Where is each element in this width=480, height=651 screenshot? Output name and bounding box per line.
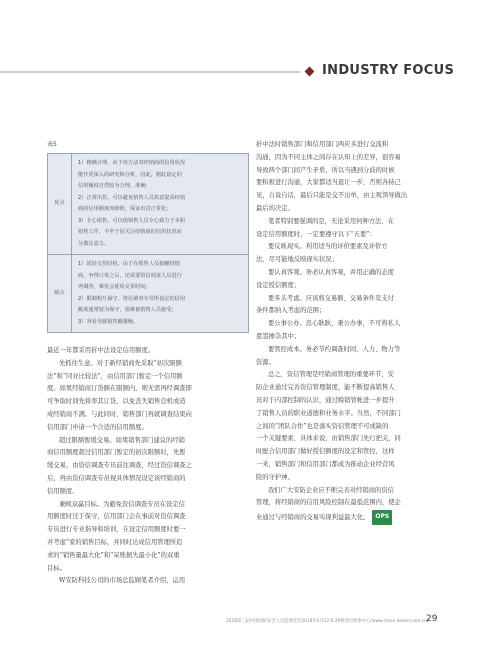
text-line: 用额度时过于保守，信用部门会在事前对资信调查 <box>47 513 186 521</box>
table-cell-line: 商、争得订单之后，还需要资信调查人员进行 <box>78 272 182 279</box>
text-line: 险的守护神。 <box>256 473 294 481</box>
right-column <box>256 139 434 525</box>
paragraph <box>256 241 434 267</box>
table-cell-line: 1）延误交货时机。由于在销售人员接触经销 <box>78 261 180 267</box>
pros-cons-table <box>47 153 249 333</box>
text-line: 兼顾双赢目标。为避免资信调查专员在设定信 <box>59 500 185 508</box>
table-cell-line: 分散注意力。 <box>78 240 110 247</box>
paragraph <box>47 345 249 358</box>
text-line: 要管控成本。务必节约调查时间、人力、物力等 <box>268 345 401 353</box>
text-line: 设定授信额度； <box>256 281 301 289</box>
text-line: 之间的“团队合作”也是落实资信管理不可或缺的 <box>256 422 389 430</box>
table-cell-line: 能作更深入的研究和分析，因此，据此设定的 <box>78 171 182 178</box>
text-line: 后，再由资信调查专员视具体情况设定该经销商的 <box>47 474 186 482</box>
table-cell-line: 再调查，难免会延误交货时间； <box>78 284 151 290</box>
table-cell-line: 商的信用额度而赊销，保证出货正常化； <box>78 206 172 212</box>
text-line: 资源。 <box>256 358 275 366</box>
table-cell-line: 2）限制相互保守。资信调查专员所设定的信用 <box>78 295 186 302</box>
text-line: 折中法时销售部门和信用部门两应多进行交流和 <box>256 141 389 148</box>
text-line: 设定信用额度时，一定要遵守以下“五要”： <box>256 230 376 238</box>
text-line: 导致两个部门间产生矛盾，所以当遇到分歧的时候 <box>256 166 395 174</box>
paragraph <box>256 293 434 319</box>
text-line: 沟通，因为不同主体之间存在认知上的差异，很容易 <box>256 153 401 161</box>
ops-logo-icon: OPS <box>372 514 392 521</box>
text-line: 商信用额度超过信用部门暂定的初次限额时，先暂 <box>47 449 186 457</box>
text-line: 法，尽可能地反映现实状况； <box>256 256 338 264</box>
text-line: 信用额度。 <box>47 487 79 495</box>
text-line: 法”和“同业比较法”，由信用部门暂定一个信用额 <box>47 372 183 380</box>
text-line: 专员进行专业指导和培训，在设定信用额度时要一 <box>47 526 186 534</box>
table-cell-line: 1）精确合理。由于该方法对经销商的信用状况 <box>78 160 186 166</box>
text-line: 条件都纳入考虑的范围； <box>256 307 326 315</box>
page-number: 29 <box>426 614 438 624</box>
paragraph <box>47 358 249 435</box>
text-line: 缓交易，由资信调查专员前往调查，经过资信调查之 <box>47 462 192 470</box>
paragraph <box>256 485 434 525</box>
table-row-head: 优点 <box>48 154 72 255</box>
text-line: 员对于内部控制的认识，通过赊销管帐进一步提升 <box>256 396 395 404</box>
table-row-head: 缺点 <box>48 255 72 333</box>
paragraph <box>256 216 434 242</box>
text-line: 并考虑“家的销售目标，并同时达成信用管理所追 <box>47 538 183 546</box>
text-line: 最近一年都采用折中法设定信用额度。 <box>47 347 155 354</box>
paragraph <box>47 435 249 499</box>
text-line: 业通过与经销商的交易实现利益最大化。 OPS <box>256 514 392 521</box>
text-line: 求的“销售量最大化”和“呆账损失最小化”的双重 <box>47 551 180 559</box>
table-cell-line: 额度通常较为保守，很难被销售人员接受； <box>78 307 177 313</box>
right-text <box>256 139 434 525</box>
paragraph <box>256 369 434 484</box>
text-line: 超过限额暂缓交易。如果销售部门建议的经销 <box>59 436 185 444</box>
table-cell-line: 3）专心销售。可以使销售人员专心致力于本职 <box>78 217 186 224</box>
text-line: 一个关键要素，具体来说，由销售部门先行把关，同 <box>256 435 401 443</box>
table-row <box>48 255 249 333</box>
table-row-body <box>72 255 249 333</box>
text-line: 要多头考虑。应该将交易额、交易条件及支付 <box>268 294 394 302</box>
text-line: 了销售人员的职业道德和业务水平。当然，不同部门 <box>256 409 401 417</box>
text-line: W安防科技公司的市场总监顾笔者介绍，运用 <box>59 577 186 585</box>
text-line: 笔者特别要强调的是，无论采用何种方法，在 <box>268 217 394 225</box>
table-row-body <box>72 154 249 255</box>
text-line: 要积极进行沟通，大家都适当退让一步，否则各持己 <box>256 179 401 187</box>
text-line: 可争取时间先将率其订货，以免丧失销售良机或造 <box>47 398 186 406</box>
text-line: 时配合信用部门做好授信额度的设定和管控，这样 <box>256 448 395 456</box>
text-line: 成经销商不满。与此同时，销售部门再就调查结果向 <box>47 410 192 418</box>
table-cell-line: 信用额度自然较为合理、准确； <box>78 183 151 189</box>
paragraph <box>256 344 434 370</box>
paragraph <box>47 499 249 576</box>
text-line: 管理，将经销商的信用风险控制在最低范围内，使企 <box>256 499 401 507</box>
paragraph <box>256 139 434 216</box>
table-cell-line: 2）正常出货。可以避免销售人员故意提高经销 <box>78 194 186 201</box>
text-line: 目标。 <box>47 564 66 572</box>
table-row <box>48 154 249 255</box>
text-line: 度。如果经销商订货额在限额内，则无需再经调查即 <box>47 385 192 393</box>
text-line: 要认真客观。务必认真客观，并用正确的态度 <box>268 268 394 276</box>
text-line: 要公事公办。忠心耿耿、秉公办事，不可将私人 <box>268 320 401 328</box>
paragraph <box>47 575 249 588</box>
text-line: 一来，销售部门和信用部门都成为推动企业经营风 <box>256 460 395 468</box>
table-cell-line: 3）容易导致销售额萎缩。 <box>78 318 139 325</box>
text-line: 要反映现实。利用适当的评价要素及评价方 <box>268 243 388 251</box>
paragraph <box>256 267 434 293</box>
text-line: 信用部门申请一个合适的信用额度。 <box>47 423 148 431</box>
header-diamond-icon <box>305 67 315 77</box>
text-line: 总之，资信管理是经销商管理的重要环节，安 <box>268 371 394 379</box>
text-line: 先抓住生意。对于新经销商先采取“初次限额 <box>59 359 182 367</box>
text-line: 恩怨掺杂其中； <box>256 332 301 340</box>
section-title: INDUSTRY FOCUS <box>322 63 455 78</box>
paragraph <box>256 318 434 344</box>
table-cell-line: 销售工作，不至于因关注经销商的信用状况而 <box>78 229 182 235</box>
table-caption: 表5 <box>47 141 57 148</box>
text-line: 见，自说自话，最后只能是交不出单，由主观领导做出 <box>256 192 408 200</box>
text-line: 防企业通过完善资信管理制度，能不断提高销售人 <box>256 384 395 392</box>
text-line: 我们广大安防企业应不断完善对经销商的资信 <box>268 486 394 494</box>
footer-text: 2018第三届中国国际安全人员能博览会2018年6月22-6.26暨双层展事中心(www.china-dealer.com.cn) <box>226 619 429 624</box>
left-text <box>47 345 249 588</box>
text-line: 最后的决定。 <box>256 204 294 212</box>
header-rule <box>0 71 300 73</box>
left-column <box>47 139 249 588</box>
